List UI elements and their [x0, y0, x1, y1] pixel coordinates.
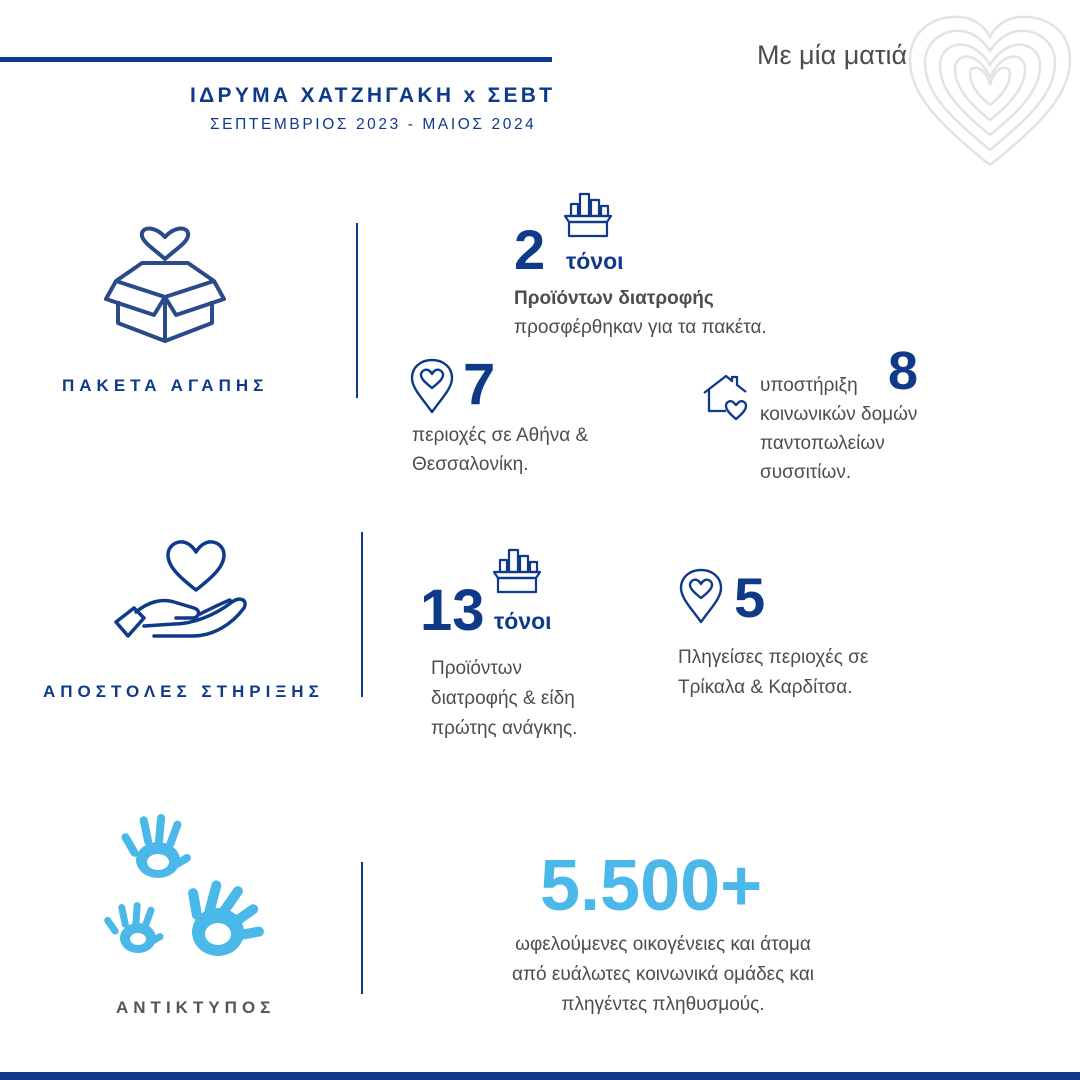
stat-structures-number: 8: [888, 341, 919, 401]
fingerprint-heart-icon: [900, 5, 1080, 180]
section-label-support-missions: ΑΠΟΣΤΟΛΕΣ ΣΤΗΡΙΞΗΣ: [43, 682, 324, 701]
location-heart-icon: [679, 568, 723, 624]
section-label-love-packages: ΠΑΚΕΤΑ ΑΓΑΠΗΣ: [62, 376, 269, 395]
stat-areas-line2: Θεσσαλονίκη.: [412, 454, 529, 475]
bottom-rule: [0, 1072, 1080, 1080]
stat-support-tons-unit: τόνοι: [494, 608, 552, 634]
stat-structures-line2: κοινωνικών δομών: [760, 404, 918, 425]
stat-tons-unit: τόνοι: [566, 248, 624, 274]
stat-tons-bold-line: Προϊόντων διατροφής: [514, 288, 714, 309]
stat-support-line3: πρώτης ανάγκης.: [431, 718, 578, 739]
period-subtitle: ΣΕΠΤΕΜΒΡΙΟΣ 2023 - ΜΑΙΟΣ 2024: [210, 116, 537, 133]
stat-affected-line1: Πληγείσες περιοχές σε: [678, 647, 869, 668]
top-rule: [0, 57, 552, 62]
stat-affected-number: 5: [734, 566, 766, 629]
hand-heart-icon: [114, 538, 254, 652]
grocery-box-icon: [492, 548, 542, 594]
stat-support-line1: Προϊόντων: [431, 658, 522, 679]
stat-beneficiaries-line1: ωφελούμενες οικογένειες και άτομα: [515, 934, 811, 955]
stat-structures-line3: παντοπωλείων: [760, 433, 885, 454]
location-heart-icon: [410, 358, 454, 414]
page-tagline: Με μία ματιά: [757, 40, 908, 70]
section-divider: [361, 532, 363, 697]
organization-title: ΙΔΡΥΜΑ ΧΑΤΖΗΓΑΚΗ x ΣΕΒΤ: [190, 84, 556, 107]
house-heart-icon: [702, 373, 752, 423]
stat-structures-line1: υποστήριξη: [760, 375, 858, 396]
stat-support-tons-number: 13: [420, 578, 485, 643]
section-label-impact: ΑΝΤΙΚΤΥΠΟΣ: [116, 998, 276, 1017]
section-divider: [361, 862, 363, 994]
stat-areas-line1: περιοχές σε Αθήνα &: [412, 425, 589, 446]
stat-structures-line4: συσσιτίων.: [760, 462, 852, 483]
stat-beneficiaries-number: 5.500+: [540, 846, 763, 926]
stat-tons-line: προσφέρθηκαν για τα πακέτα.: [514, 317, 767, 338]
stat-tons-number: 2: [514, 218, 546, 281]
stat-beneficiaries-line2: από ευάλωτες κοινωνικά ομάδες και: [511, 964, 815, 985]
section-divider: [356, 223, 358, 398]
stat-areas-number: 7: [463, 352, 496, 417]
handprints-icon: [100, 810, 280, 970]
stat-affected-line2: Τρίκαλα & Καρδίτσα.: [678, 677, 853, 698]
stat-beneficiaries-line3: πληγέντες πληθυσμούς.: [561, 994, 765, 1015]
grocery-box-icon: [563, 192, 613, 238]
gift-box-heart-icon: [104, 225, 226, 345]
stat-support-line2: διατροφής & είδη: [431, 688, 575, 709]
